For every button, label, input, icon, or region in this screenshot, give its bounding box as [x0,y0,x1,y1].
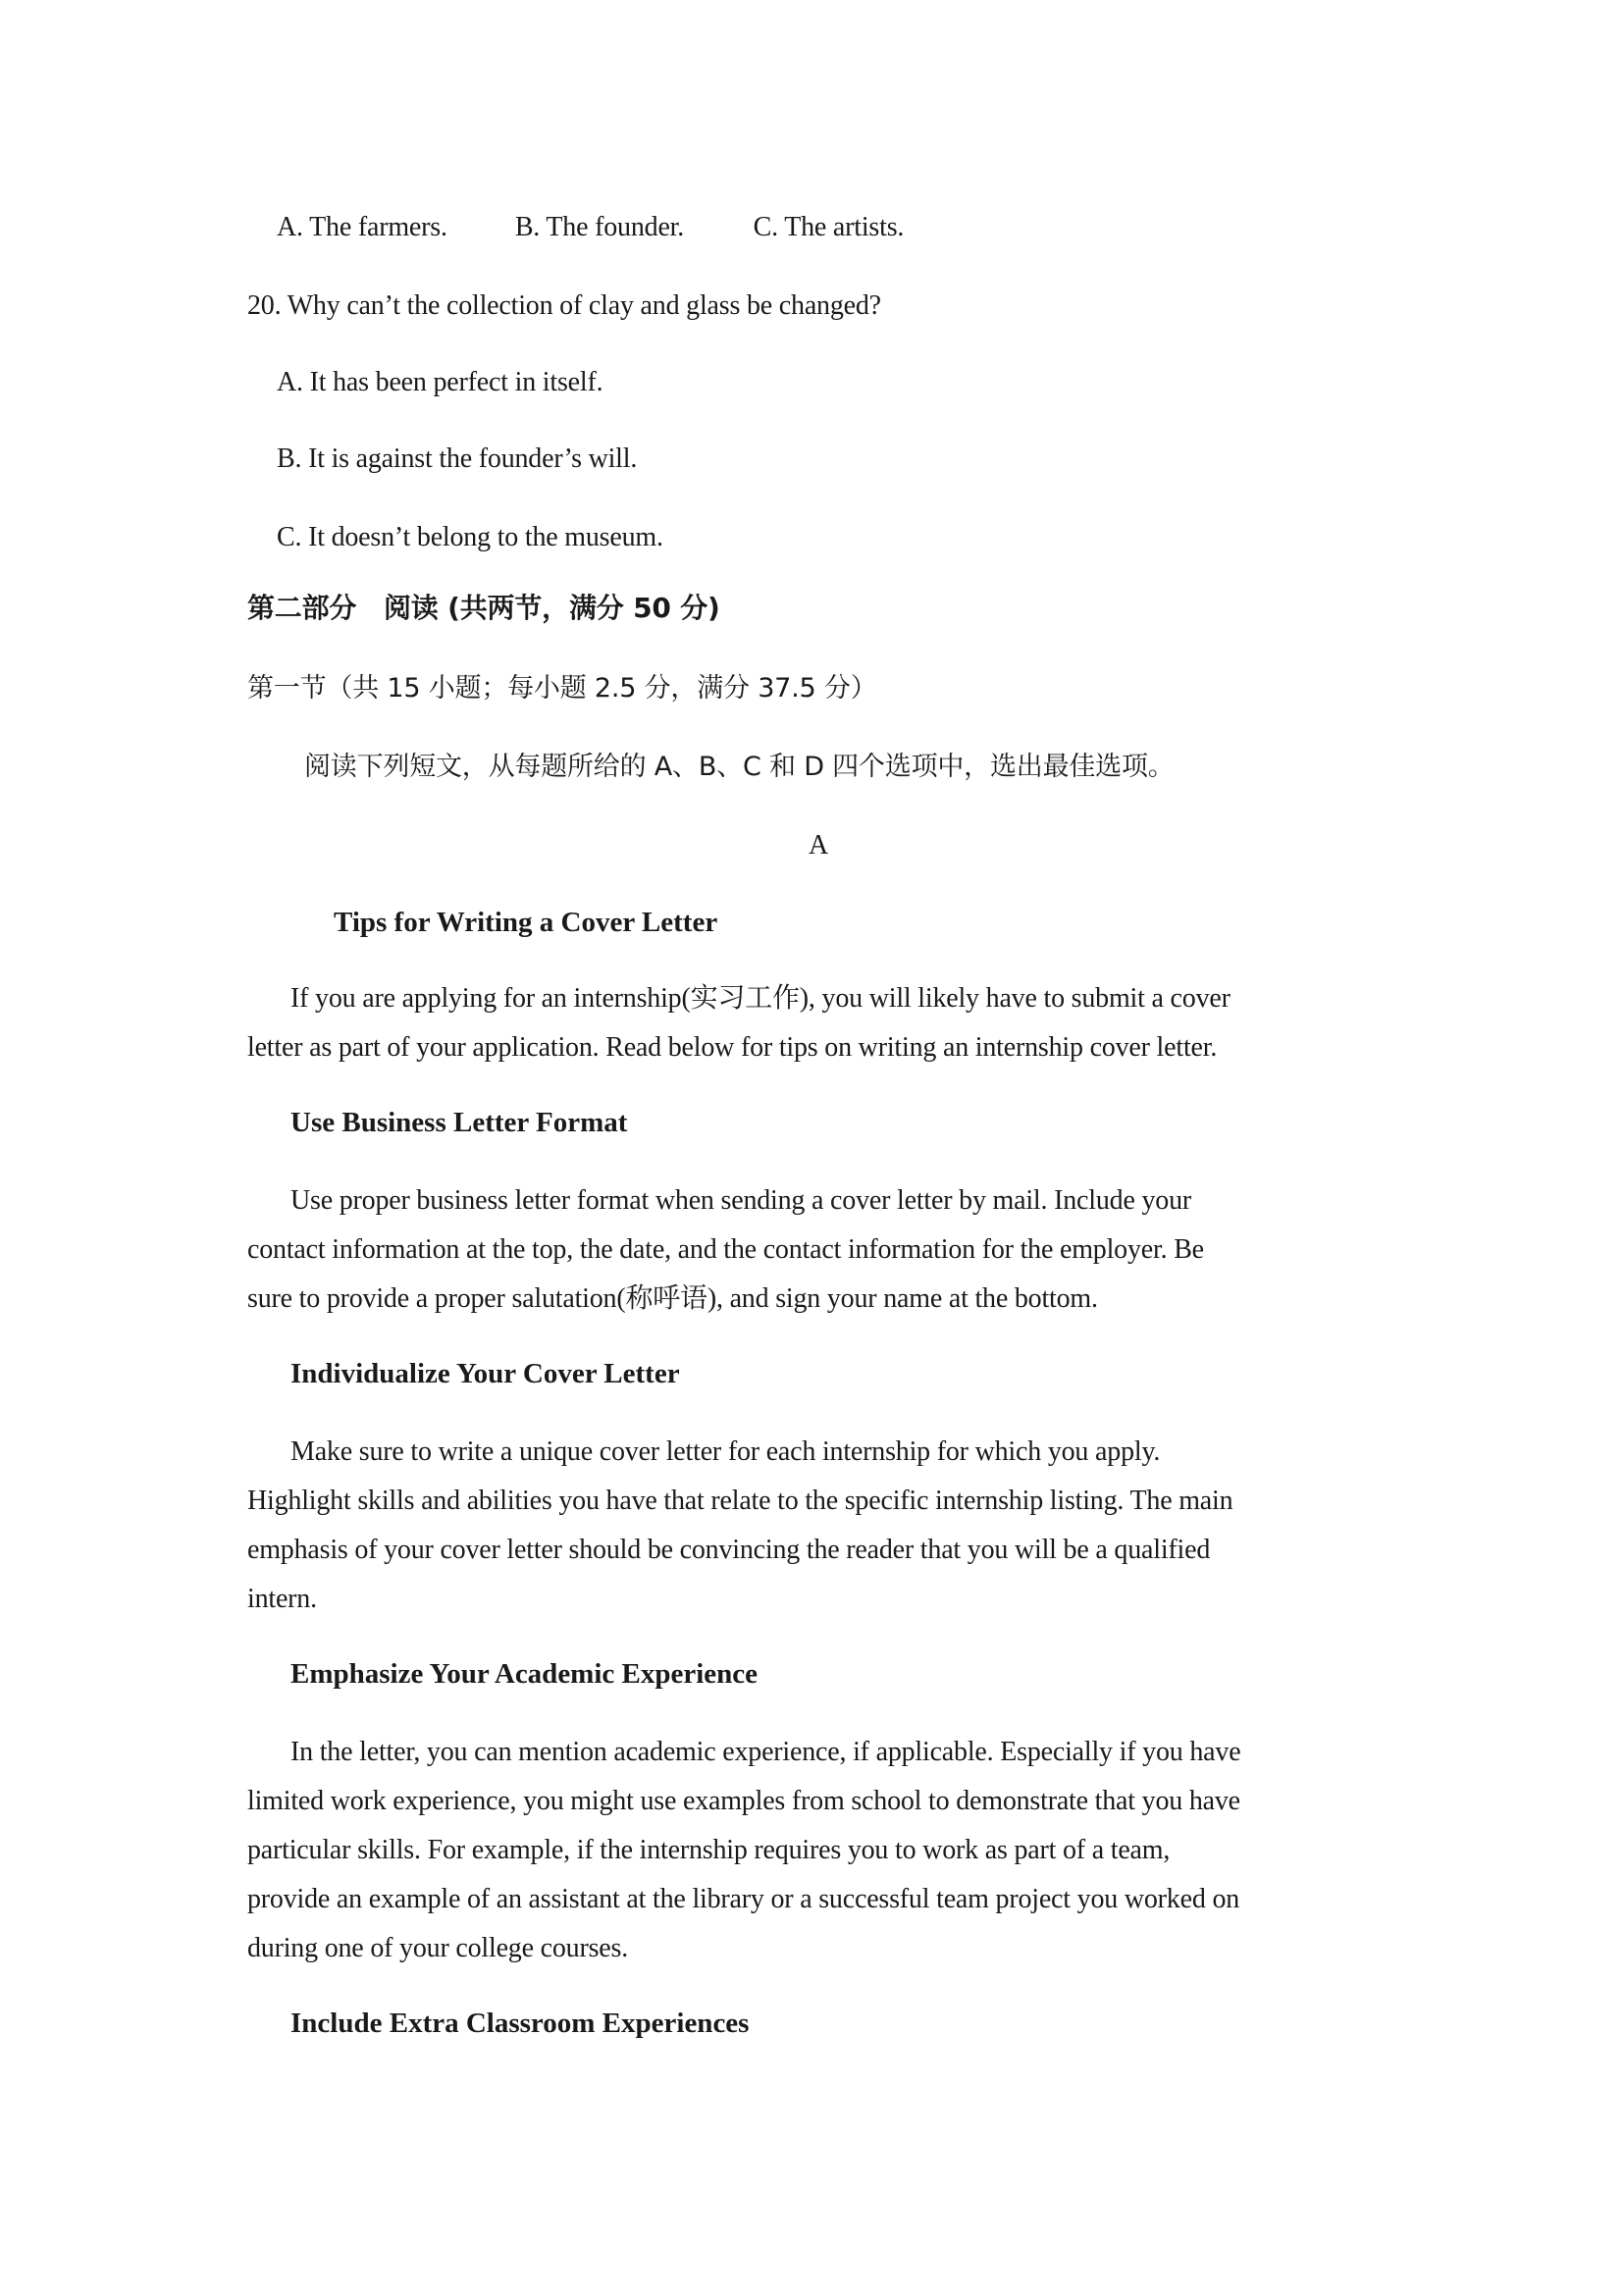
reading-instruction: 阅读下列短文，从每题所给的 A、B、C 和 D 四个选项中，选出最佳选项。 [304,752,1175,782]
q19-option-b: B. The founder. [514,212,685,242]
passage-label: A [809,830,829,861]
q19-options [277,210,904,245]
intro-line-2: letter as part of your application. Read below for tips on writing an internship cover letter. [247,1032,1218,1063]
q20-option-a: A. It has been perfect in itself. [277,367,603,397]
section1-title: 第一节（共 15 小题；每小题 2.5 分，满分 37.5 分） [247,673,877,704]
p3-line-4: provide an example of an assistant at the library or a successful team project you worked on [247,1884,1240,1914]
section-heading-format: Use Business Letter Format [290,1107,628,1138]
q20-option-c: C. It doesn’t belong to the museum. [277,522,663,552]
section-heading-academic: Emphasize Your Academic Experience [290,1658,759,1690]
q19-option-a: A. The farmers. [277,212,447,242]
p1-line-1: Use proper business letter format when sending a cover letter by mail. Include your [290,1185,1191,1216]
intro-line-1: If you are applying for an internship(实习工作), you will likely have to submit a cover [290,983,1230,1014]
passage-title: Tips for Writing a Cover Letter [334,907,718,938]
p3-line-3: particular skills. For example, if the internship requires you to work as part of a team, [247,1835,1171,1865]
p2-line-1: Make sure to write a unique cover letter for each internship for which you apply. [290,1436,1161,1467]
section-heading-individualize: Individualize Your Cover Letter [290,1358,680,1389]
p3-line-1: In the letter, you can mention academic experience, if applicable. Especially if you have [290,1737,1241,1767]
p2-line-4: intern. [247,1584,317,1614]
part2-title: 第二部分 阅读 (共两节，满分 50 分) [247,592,720,624]
p2-line-3: emphasis of your cover letter should be convincing the reader that you will be a qualified [247,1535,1211,1565]
p2-line-2: Highlight skills and abilities you have that relate to the specific internship listing. The main [247,1486,1233,1516]
q20-option-b: B. It is against the founder’s will. [277,444,638,474]
q20-stem: 20. Why can’t the collection of clay and glass be changed? [247,290,881,321]
p3-line-2: limited work experience, you might use examples from school to demonstrate that you have [247,1786,1240,1816]
q19-option-c: C. The artists. [753,212,905,242]
section-heading-extra: Include Extra Classroom Experiences [290,2008,750,2039]
p3-line-5: during one of your college courses. [247,1933,628,1963]
p1-line-2: contact information at the top, the date, and the contact information for the employer. Be [247,1234,1204,1265]
p1-line-3: sure to provide a proper salutation(称呼语), and sign your name at the bottom. [247,1283,1098,1314]
